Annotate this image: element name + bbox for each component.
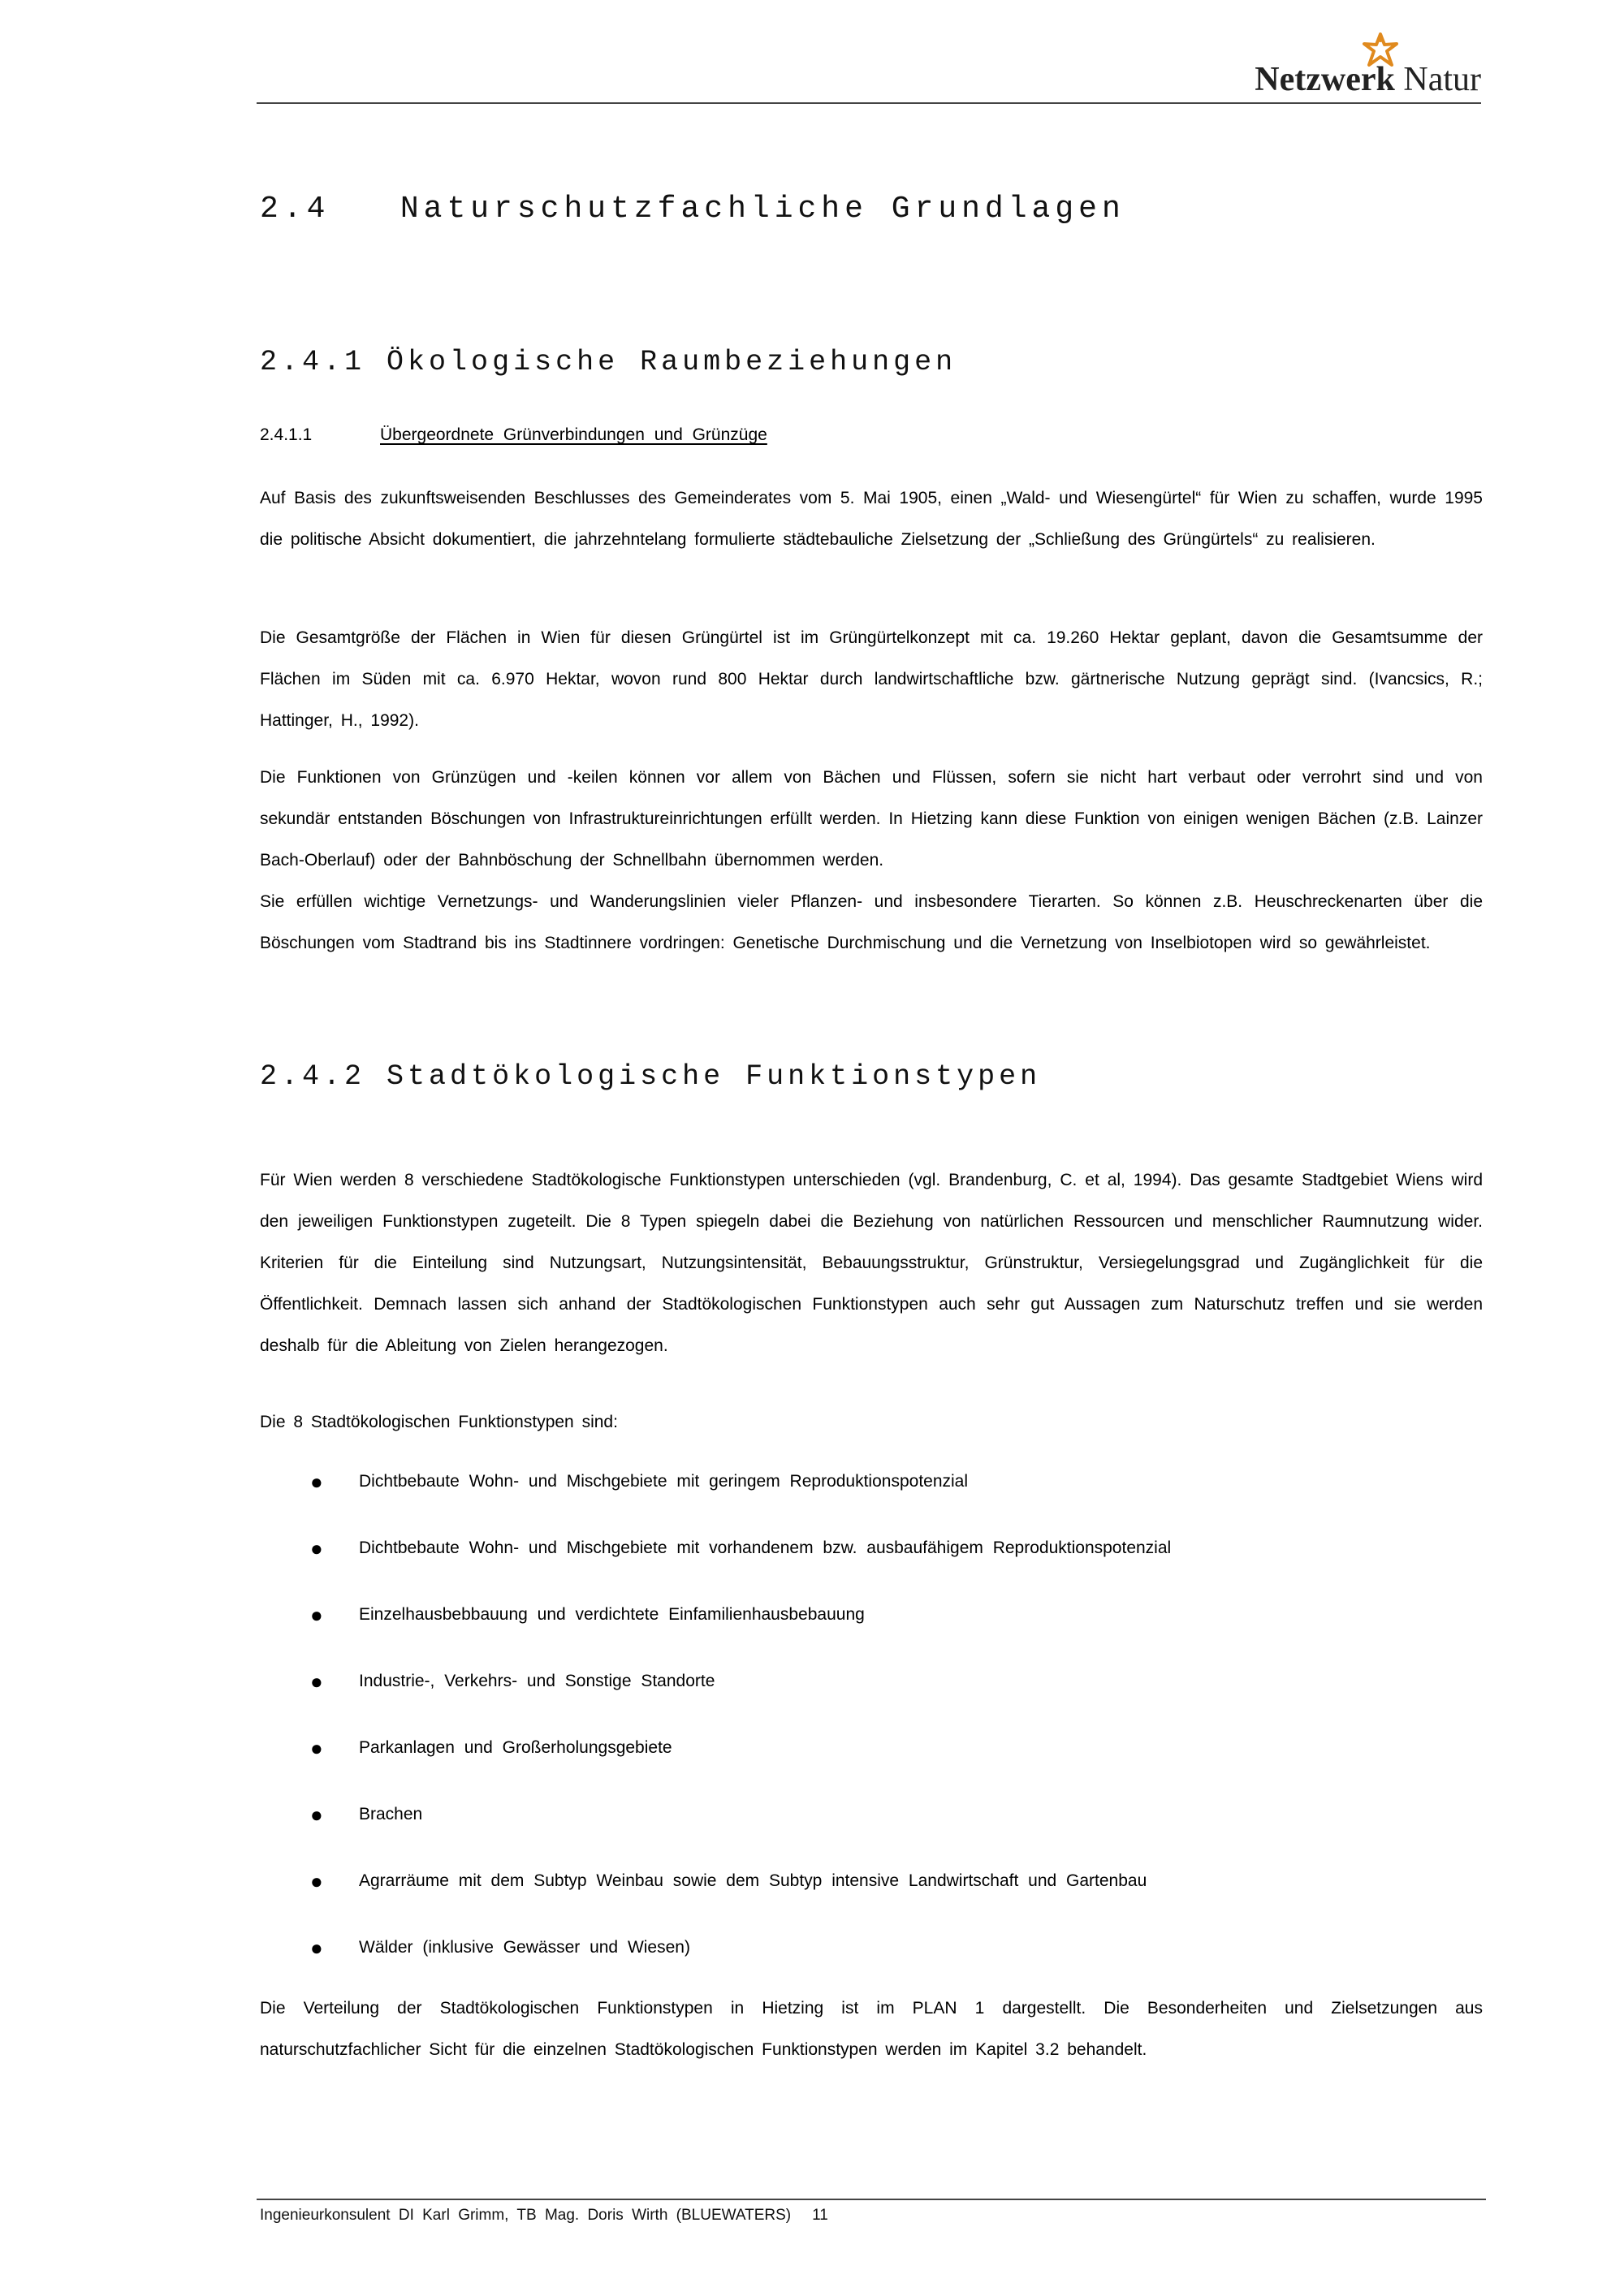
section-number: 2.4.1 — [260, 346, 366, 378]
section-number: 2.4.2 — [260, 1060, 366, 1093]
list-item-text: Dichtbebaute Wohn- und Mischgebiete mit geringem Reproduktionspotenzial — [359, 1472, 969, 1491]
list-item — [260, 1536, 1483, 1603]
paragraph-greenbelt-decision: Auf Basis des zukunftsweisenden Beschlusses des Gemeinderates vom 5. Mai 1905, einen „Wald- und Wiesengürtel“ für Wien zu schaffen, wurde 1995 die politische Absicht dokumentiert, die jahrzehntelang formulierte städtebauliche Zielsetzung der „Schließung des Grüngürtels“ zu realisieren. — [260, 489, 1483, 549]
bullet-dot-icon: ● — [310, 1603, 323, 1627]
list-item — [260, 1736, 1483, 1802]
list-item-text: Wälder (inklusive Gewässer und Wiesen) — [359, 1938, 690, 1957]
footer-divider — [257, 2199, 1486, 2200]
bullet-dot-icon: ● — [310, 1536, 323, 1560]
paragraph-greenbelt-area: Die Gesamtgröße der Flächen in Wien für diesen Grüngürtel ist im Grüngürtelkonzept mit ca. 19.260 Hektar geplant, davon die Gesamtsumme der Flächen im Süden mit ca. 6.970 Hektar, wovon rund 800 Hektar durch landwirtschaftliche bzw. gärtnerische Nutzung geprägt sind. (Ivancsics, R.; Hattinger, H., 1992). — [260, 628, 1483, 730]
bullet-dot-icon: ● — [310, 1869, 323, 1893]
page-footer — [260, 2207, 828, 2225]
list-item — [260, 1869, 1483, 1936]
page-number: 11 — [812, 2207, 828, 2224]
list-item-text: Industrie-, Verkehrs- und Sonstige Standorte — [359, 1672, 715, 1690]
list-item-text: Dichtbebaute Wohn- und Mischgebiete mit vorhandenem bzw. ausbaufähigem Reproduktionspotenzial — [359, 1539, 1172, 1557]
paragraph-types-list-intro: Die 8 Stadtökologischen Funktionstypen sind: — [260, 1413, 618, 1431]
list-item-text: Einzelhausbebbauung und verdichtete Einfamilienhausbebauung — [359, 1605, 865, 1624]
section-number: 2.4 — [260, 192, 330, 227]
bullet-dot-icon: ● — [310, 1470, 323, 1494]
list-item-text: Parkanlagen und Großerholungsgebiete — [359, 1738, 672, 1757]
bullet-dot-icon: ● — [310, 1936, 323, 1960]
section-heading-2-4-2 — [260, 1060, 1041, 1093]
list-item — [260, 1603, 1483, 1669]
section-heading-2-4 — [260, 192, 1125, 227]
bullet-dot-icon: ● — [310, 1802, 323, 1827]
list-item — [260, 1802, 1483, 1869]
logo-word-natur: Natur — [1403, 61, 1481, 98]
footer-author-text: Ingenieurkonsulent DI Karl Grimm, TB Mag. Doris Wirth (BLUEWATERS) — [260, 2207, 792, 2224]
section-title: Stadtökologische Funktionstypen — [387, 1060, 1042, 1093]
logo-word-netzwerk: Netzwerk — [1255, 61, 1395, 98]
netzwerk-natur-logo — [1224, 32, 1481, 99]
page-header — [0, 0, 1624, 106]
paragraph-distribution-plan: Die Verteilung der Stadtökologischen Funktionstypen in Hietzing ist im PLAN 1 dargestellt. Die Besonderheiten und Zielsetzungen aus naturschutzfachlicher Sicht für die einzelnen Stadtökologischen Funktionstypen werden im Kapitel 3.2 behandelt. — [260, 1999, 1483, 2059]
paragraph-functional-types-intro: Für Wien werden 8 verschiedene Stadtökologische Funktionstypen unterschieden (vgl. Brandenburg, C. et al, 1994). Das gesamte Stadtgebiet Wiens wird den jeweiligen Funktionstypen zugeteilt. Die 8 Typen spiegeln dabei die Beziehung von natürlichen Ressourcen und menschlicher Raumnutzung wider. Kriterien für die Einteilung sind Nutzungsart, Nutzungsintensität, Bebauungsstruktur, Grünstruktur, Versiegelungsgrad und Zugänglichkeit für die Öffentlichkeit. Demnach lassen sich anhand der Stadtökologischen Funktionstypen auch sehr gut Aussagen zum Naturschutz treffen und sie werden deshalb für die Ableitung von Zielen herangezogen. — [260, 1171, 1483, 1355]
list-item-text: Brachen — [359, 1805, 423, 1823]
section-heading-2-4-1-1 — [260, 425, 767, 445]
list-item-text: Agrarräume mit dem Subtyp Weinbau sowie dem Subtyp intensive Landwirtschaft und Gartenbau — [359, 1871, 1147, 1890]
paragraph-networking-lines: Sie erfüllen wichtige Vernetzungs- und Wanderungslinien vieler Pflanzen- und insbesondere Tierarten. So können z.B. Heuschreckenarten über die Böschungen vom Stadtrand bis ins Stadtinnere vordringen: Genetische Durchmischung und die Vernetzung von Inselbiotopen wird so gewährleistet. — [260, 892, 1483, 952]
bullet-dot-icon: ● — [310, 1736, 323, 1760]
paragraph-green-corridor-functions: Die Funktionen von Grünzügen und -keilen können vor allem von Bächen und Flüssen, sofern sie nicht hart verbaut oder verrohrt sind und von sekundär entstanden Böschungen von Infrastruktureinrichtungen erfüllt werden. In Hietzing kann diese Funktion von einigen wenigen Bächen (z.B. Lainzer Bach-Oberlauf) oder der Bahnböschung der Schnellbahn übernommen werden. — [260, 768, 1483, 870]
list-item — [260, 1470, 1483, 1536]
list-item — [260, 1669, 1483, 1736]
logo-wordmark — [1255, 60, 1481, 99]
section-heading-2-4-1 — [260, 346, 957, 378]
section-title: Ökologische Raumbeziehungen — [387, 346, 957, 378]
section-title: Naturschutzfachliche Grundlagen — [400, 192, 1125, 227]
section-title: Übergeordnete Grünverbindungen und Grünzüge — [380, 425, 767, 444]
functional-types-list — [260, 1470, 1483, 2002]
header-divider — [257, 102, 1481, 104]
section-number: 2.4.1.1 — [260, 425, 313, 444]
bullet-dot-icon: ● — [310, 1669, 323, 1694]
